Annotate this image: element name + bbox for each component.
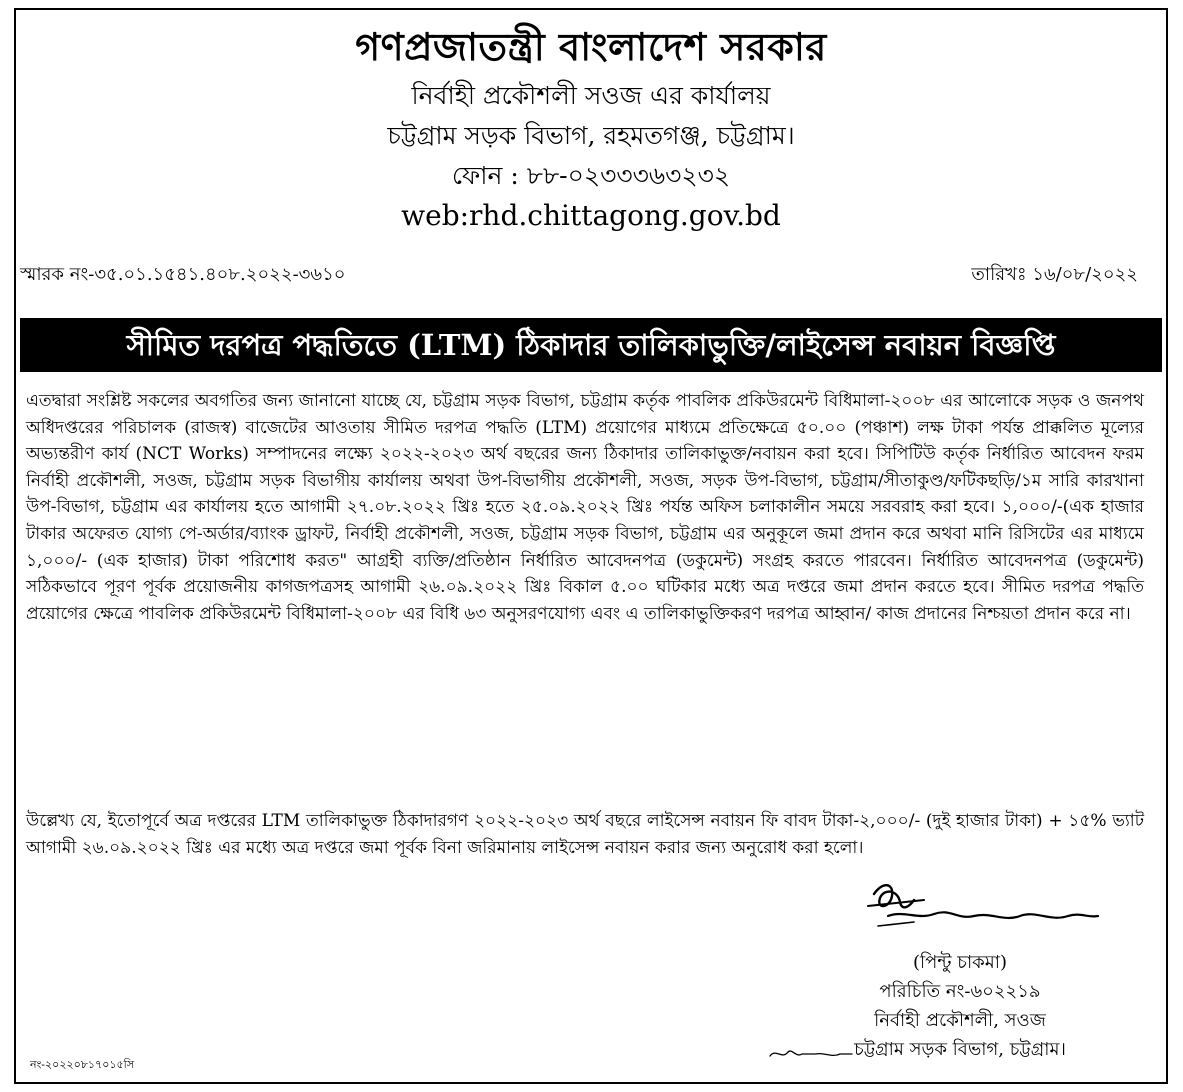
signature-block [820,948,1100,1064]
handwritten-signature [854,876,1104,946]
phone-number: ফোন : ৮৮-০২৩৩৩৬৩২৩২ [451,161,731,190]
footer-reference: নং-২০২২০৮১৭০১৫সি [30,1058,135,1071]
signatory-id: পরিচিতি নং-৬০২২১৯ [879,981,1041,1002]
office-name: নির্বাহী প্রকৌশলী সওজ এর কার্যালয় [411,81,771,110]
office-address: চট্টগ্রাম সড়ক বিভাগ, রহমতগঞ্জ, চট্টগ্রাম। [387,121,795,150]
memo-number: স্মারক নং-৩৫.০১.১৫৪১.৪০৮.২০২২-৩৬১০ [20,264,346,285]
notice-page [14,8,1168,1084]
signatory-designation: নির্বাহী প্রকৌশলী, সওজ [874,1010,1046,1031]
signatory-office: চট্টগ্রাম সড়ক বিভাগ, চট্টগ্রাম। [854,1039,1066,1060]
memo-row [20,260,1138,290]
notice-paragraph-2: উল্লেখ্য যে, ইতোপূর্বে অত্র দপ্তরের LTM তালিকাভুক্ত ঠিকাদারগণ ২০২২-২০২৩ অর্থ বছরে লাইসেন্স নবায়ন ফি বাবদ টাকা-২,০০০/- (দুই হাজার টাকা) + ১৫% ভ্যাট আগামী ২৬.০৯.২০২২ খ্রিঃ এর মধ্যে অত্র দপ্তরে জমা পূর্বক বিনা জরিমানায় লাইসেন্স নবায়ন করার জন্য অনুরোধ করা হলো। [26,811,1144,858]
notice-paragraph-1: এতদ্বারা সংশ্লিষ্ট সকলের অবগতির জন্য জানানো যাচ্ছে যে, চট্টগ্রাম সড়ক বিভাগ, চট্টগ্রাম কর্তৃক পাবলিক প্রকিউরমেন্ট বিধিমালা-২০০৮ এর আলোকে সড়ক ও জনপথ অধিদপ্তরের পরিচালক (রাজস্ব) বাজেটের আওতায় সীমিত দরপত্র পদ্ধতি (LTM) প্রয়োগের মাধ্যমে প্রতিক্ষেত্রে ৫০.০০ (পঞ্চাশ) লক্ষ টাকা পর্যন্ত প্রাক্কলিত মূল্যের অভ্যন্তরীণ কার্য (NCT Works) সম্পাদনের লক্ষ্যে ২০২২-২০২৩ অর্থ বছরের জন্য ঠিকাদার তালিকাভুক্ত/নবায়ন করা হবে। সিপিটিউ কর্তৃক নির্ধারিত আবেদন ফরম নির্বাহী প্রকৌশলী, সওজ, চট্টগ্রাম সড়ক বিভাগীয় কার্যালয় অথবা উপ-বিভাগীয় প্রকৌশলী, সওজ, সড়ক উপ-বিভাগ, চট্টগ্রাম/সীতাকুণ্ড/ফটিকছড়ি/১ম সারি কারখানা উপ-বিভাগ, চট্টগ্রাম এর কার্যালয় হতে আগামী ২৭.০৮.২০২২ খ্রিঃ হতে ২৫.০৯.২০২২ খ্রিঃ পর্যন্ত অফিস চলাকালীন সময়ে সরবরাহ করা হবে। ১,০০০/-(এক হাজার টাকার অফেরত যোগ্য পে-অর্ডার/ব্যাংক ড্রাফট, নির্বাহী প্রকৌশলী, সওজ, চট্টগ্রাম সড়ক বিভাগ, চট্টগ্রাম এর অনুকূলে জমা প্রদান করে অথবা মানি রিসিটের এর মাধ্যমে ১,০০০/- (এক হাজার) টাকা পরিশোধ করত" আগ্রহী ব্যক্তি/প্রতিষ্ঠান নির্ধারিত আবেদনপত্র (ডকুমেন্ট) সংগ্রহ করতে পারবেন। নির্ধারিত আবেদনপত্র (ডকুমেন্ট) সঠিকভাবে পূরণ পূর্বক প্রয়োজনীয় কাগজপত্রসহ আগামী ২৬.০৯.২০২২ খ্রিঃ বিকাল ৫.০০ ঘটিকার মধ্যে অত্র দপ্তরে জমা প্রদান করতে হবে। সীমিত দরপত্র পদ্ধতি প্রয়োগের ক্ষেত্রে পাবলিক প্রকিউরমেন্ট বিধিমালা-২০০৮ এর বিধি ৬৩ অনুসরণযোগ্য এবং এ তালিকাভুক্তিকরণ দরপত্র আহ্বান/ কাজ প্রদানের নিশ্চয়তা প্রদান করে না। [26,391,1144,624]
signatory-name: (পিন্টু চাকমা) [912,952,1008,973]
memo-date: তারিখঃ ১৬/০৮/২০২২ [971,264,1138,285]
website: web:rhd.chittagong.gov.bd [401,199,781,232]
notice-title-banner: সীমিত দরপত্র পদ্ধতিতে (LTM) ঠিকাদার তালিকাভুক্তি/লাইসেন্স নবায়ন বিজ্ঞপ্তি [20,318,1162,372]
government-title: গণপ্রজাতন্ত্রী বাংলাদেশ সরকার [355,24,827,69]
initial-mark [766,1044,856,1064]
